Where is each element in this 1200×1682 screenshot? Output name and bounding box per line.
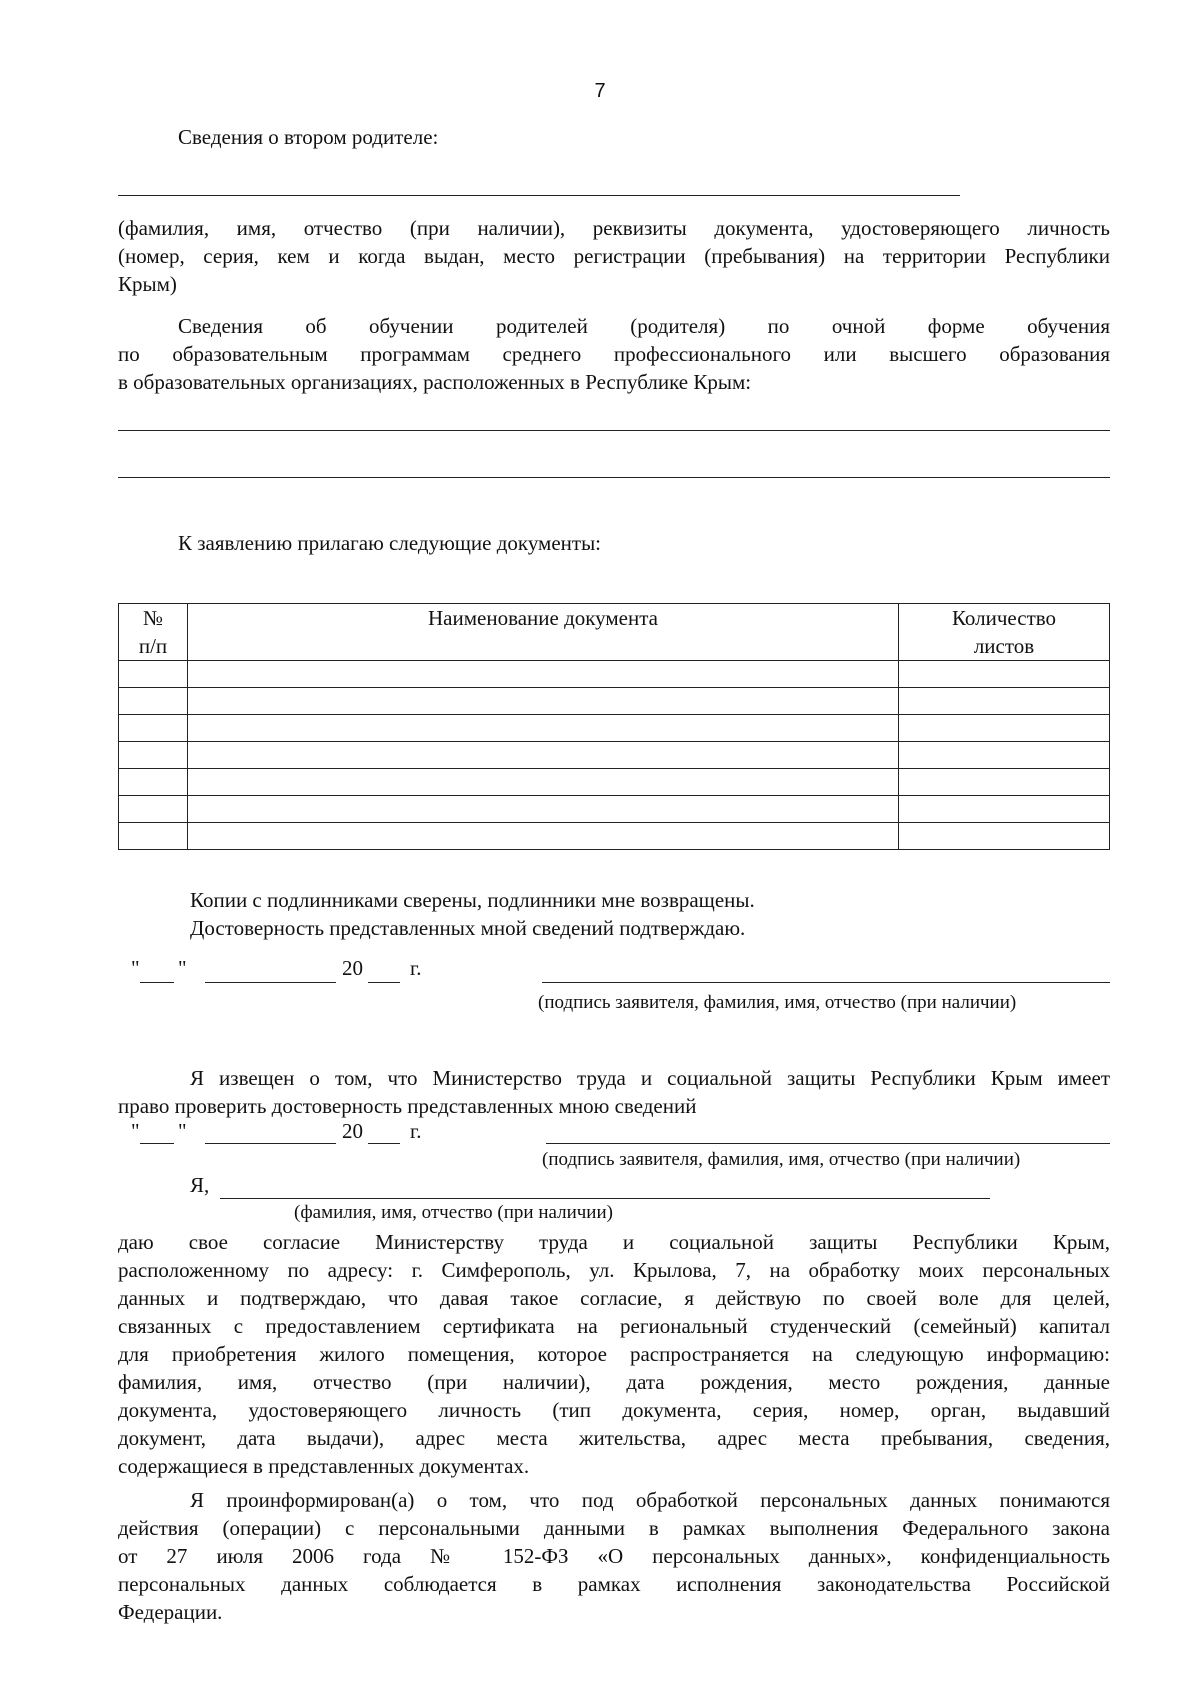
informed-line: действия (операции) с персональными данными в рамках выполнения Федерального закона — [118, 1516, 1110, 1540]
row-name-cell[interactable] — [188, 661, 899, 688]
notice-line-1: Я извещен о том, что Министерство труда и социальной защиты Республики Крым имеет — [190, 1066, 1110, 1090]
notice-date-quote-close: " — [178, 1119, 187, 1143]
consent-line: документ, дата выдачи), адрес места жительства, адрес места пребывания, сведения, — [118, 1426, 1110, 1450]
notice-line-2: право проверить достоверность представленных мною сведений — [118, 1094, 697, 1118]
consent-line: даю свое согласие Министерству труда и социальной защиты Республики Крым, — [118, 1230, 1110, 1254]
col-sheets-label-2: листов — [973, 634, 1035, 658]
notice-date-year-prefix: 20 — [342, 1119, 363, 1143]
second-parent-hint — [118, 214, 1110, 298]
notice-date-month-field[interactable] — [205, 1143, 336, 1144]
table-row — [119, 661, 1110, 688]
confirmation-date-quote-open: " — [131, 956, 140, 980]
row-name-cell[interactable] — [188, 769, 899, 796]
page-number: 7 — [594, 80, 606, 102]
row-number-cell[interactable] — [119, 823, 188, 850]
consent-line: для приобретения жилого помещения, которое распространяется на следующую информацию: — [118, 1342, 1110, 1366]
row-sheets-cell[interactable] — [899, 796, 1110, 823]
row-number-cell[interactable] — [119, 688, 188, 715]
education-paragraph — [118, 312, 1110, 396]
row-sheets-cell[interactable] — [899, 823, 1110, 850]
notice-date-year-field[interactable] — [368, 1143, 400, 1144]
row-name-cell[interactable] — [188, 742, 899, 769]
second-parent-input-line[interactable] — [118, 195, 960, 196]
consent-line: связанных с предоставлением сертификата на региональный студенческий (семейный) капитал — [118, 1314, 1110, 1338]
row-number-cell[interactable] — [119, 796, 188, 823]
row-sheets-cell[interactable] — [899, 661, 1110, 688]
table-row — [119, 688, 1110, 715]
consent-i-label: Я, — [190, 1173, 210, 1197]
table-row — [119, 742, 1110, 769]
confirmation-signature-field[interactable] — [542, 982, 1110, 983]
education-input-line-2[interactable] — [118, 477, 1110, 478]
col-sheets-label-1: Количество — [951, 606, 1057, 630]
row-name-cell[interactable] — [188, 823, 899, 850]
consent-name-field[interactable] — [220, 1198, 990, 1199]
row-sheets-cell[interactable] — [899, 715, 1110, 742]
row-number-cell[interactable] — [119, 742, 188, 769]
consent-line: расположенному по адресу: г. Симферополь, ул. Крылова, 7, на обработку моих персональных — [118, 1258, 1110, 1282]
row-sheets-cell[interactable] — [899, 742, 1110, 769]
row-name-cell[interactable] — [188, 715, 899, 742]
row-name-cell[interactable] — [188, 688, 899, 715]
informed-line: Федерации. — [118, 1600, 223, 1624]
attachments-heading: К заявлению прилагаю следующие документы: — [178, 531, 602, 555]
col-name-header — [188, 604, 899, 661]
hint-line: (фамилия, имя, отчество (при наличии), реквизиты документа, удостоверяющего личность — [118, 216, 1110, 240]
table-row — [119, 796, 1110, 823]
notice-date-suffix: г. — [410, 1119, 422, 1143]
education-line: по образовательным программам среднего профессионального или высшего образования — [118, 342, 1110, 366]
table-header-row — [119, 604, 1110, 661]
education-line: в образовательных организациях, расположенных в Республике Крым: — [118, 370, 752, 394]
consent-line: данных и подтверждаю, что давая такое согласие, я действую по своей воле для целей, — [118, 1286, 1110, 1310]
consent-line: содержащиеся в представленных документах. — [118, 1454, 530, 1478]
col-name-label: Наименование документа — [428, 606, 658, 630]
hint-line: (номер, серия, кем и когда выдан, место регистрации (пребывания) на территории Республики — [118, 244, 1110, 268]
table-row — [119, 769, 1110, 796]
notice-signature-field[interactable] — [546, 1143, 1110, 1144]
confirmation-date-month-field[interactable] — [205, 982, 336, 983]
col-number-label-2: п/п — [138, 634, 168, 658]
confirmation-date-suffix: г. — [410, 956, 422, 980]
confirmation-line-2: Достоверность представленных мной сведений подтверждаю. — [190, 916, 746, 940]
informed-line: персональных данных соблюдается в рамках исполнения законодательства Российской — [118, 1572, 1110, 1596]
confirmation-date-year-field[interactable] — [368, 982, 400, 983]
col-sheets-header — [899, 604, 1110, 661]
hint-line: Крым) — [118, 272, 177, 296]
education-line: Сведения об обучении родителей (родителя) по очной форме обучения — [178, 314, 1110, 338]
second-parent-heading: Сведения о втором родителе: — [178, 125, 439, 149]
education-input-line-1[interactable] — [118, 430, 1110, 431]
notice-date-quote-open: " — [131, 1119, 140, 1143]
row-name-cell[interactable] — [188, 796, 899, 823]
table-row — [119, 715, 1110, 742]
informed-line: Я проинформирован(а) о том, что под обработкой персональных данных понимаются — [190, 1488, 1110, 1512]
consent-line: фамилия, имя, отчество (при наличии), дата рождения, место рождения, данные — [118, 1370, 1110, 1394]
informed-line: от 27 июля 2006 года № 152-ФЗ «О персональных данных», конфиденциальность — [118, 1544, 1110, 1568]
confirmation-date-quote-close: " — [178, 956, 187, 980]
confirmation-date-year-prefix: 20 — [342, 956, 363, 980]
consent-paragraph — [118, 1228, 1110, 1480]
col-number-label-1: № — [142, 606, 164, 630]
confirmation-line-1: Копии с подлинниками сверены, подлинники мне возвращены. — [190, 888, 755, 912]
informed-paragraph — [118, 1486, 1110, 1626]
consent-line: документа, удостоверяющего личность (тип документа, серия, номер, орган, выдавший — [118, 1398, 1110, 1422]
row-number-cell[interactable] — [119, 715, 188, 742]
notice-signature-caption: (подпись заявителя, фамилия, имя, отчество (при наличии) — [542, 1149, 1021, 1170]
row-number-cell[interactable] — [119, 661, 188, 688]
consent-name-caption: (фамилия, имя, отчество (при наличии) — [294, 1202, 613, 1223]
attachments-table — [118, 603, 1110, 850]
table-row — [119, 823, 1110, 850]
row-sheets-cell[interactable] — [899, 688, 1110, 715]
row-sheets-cell[interactable] — [899, 769, 1110, 796]
row-number-cell[interactable] — [119, 769, 188, 796]
col-number-header — [119, 604, 188, 661]
notice-date-day-field[interactable] — [140, 1143, 174, 1144]
confirmation-signature-caption: (подпись заявителя, фамилия, имя, отчество (при наличии) — [538, 992, 1017, 1013]
confirmation-date-day-field[interactable] — [140, 982, 174, 983]
